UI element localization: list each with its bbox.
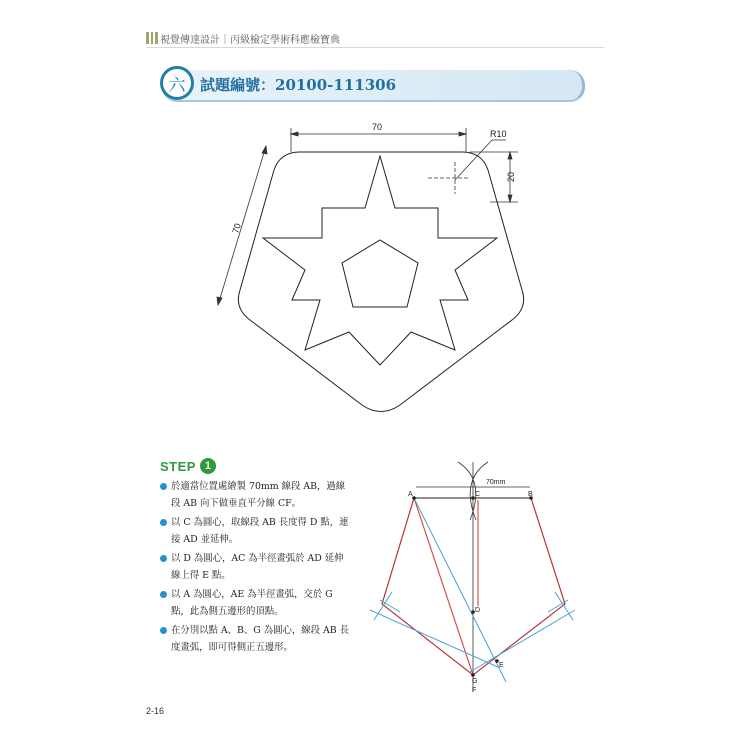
bullet-icon xyxy=(160,591,167,598)
red-line xyxy=(473,604,565,675)
list-item xyxy=(160,514,350,548)
label-g: G xyxy=(472,678,478,685)
label-dim: 70mm xyxy=(486,479,506,486)
bullet-icon xyxy=(160,519,167,526)
arrow xyxy=(508,195,512,202)
list-item xyxy=(160,622,350,656)
dim-right-label: 20 xyxy=(506,171,516,182)
list-item-text: 在分別以點 A、B、G 為圓心，線段 AB 長度畫弧，即可得側正五邊形。 xyxy=(171,625,349,653)
bullet-icon xyxy=(160,483,167,490)
label-a: A xyxy=(408,491,413,498)
label-b: B xyxy=(528,491,533,498)
inner-pentagon xyxy=(342,240,418,307)
red-line xyxy=(382,498,414,604)
step-header xyxy=(160,458,216,474)
list-item xyxy=(160,550,350,584)
arrow xyxy=(217,297,222,305)
page-title: 試題編號：20100-111306 xyxy=(200,76,397,94)
step-instructions xyxy=(160,478,350,658)
step-number-badge: 1 xyxy=(200,458,216,474)
red-line xyxy=(414,498,473,675)
point-g xyxy=(471,673,475,677)
label-d: D xyxy=(475,607,481,614)
red-line xyxy=(531,498,565,604)
outer-rounded-pentagon xyxy=(238,152,523,412)
label-c: C xyxy=(475,491,481,498)
list-item-text: 以 D 為圓心，AC 為半徑畫弧於 AD 延伸線上得 E 點。 xyxy=(171,553,344,581)
list-item-text: 於適當位置處繪製 70mm 線段 AB，過線段 AB 向下做垂直平分線 CF。 xyxy=(171,481,346,509)
header-title: 視覺傳達設計｜丙級檢定學術科應檢寶典 xyxy=(160,35,340,46)
pentagon-side xyxy=(473,498,565,675)
blue-line xyxy=(370,610,500,668)
list-item-text: 以 C 為圓心，取線段 AB 長度得 D 點，連接 AD 並延伸。 xyxy=(171,517,349,545)
arrow xyxy=(508,152,512,159)
red-line xyxy=(382,604,473,675)
blue-line xyxy=(548,600,568,612)
arrow xyxy=(459,132,466,136)
dim-side-label: 70 xyxy=(230,222,243,235)
list-item xyxy=(160,586,350,620)
arrow xyxy=(262,146,267,154)
chapter-badge: 六 xyxy=(160,66,194,100)
label-e: E xyxy=(499,662,504,669)
step-label: STEP xyxy=(160,458,196,474)
page-number: 2-16 xyxy=(146,706,165,716)
bullet-icon xyxy=(160,555,167,562)
list-item xyxy=(160,478,350,512)
dim-radius-label: R10 xyxy=(490,129,507,139)
blue-line xyxy=(414,498,506,682)
point-a xyxy=(412,496,416,500)
radius-leader xyxy=(455,140,492,180)
list-item-text: 以 A 為圓心，AE 為半徑畫弧，交於 G 點，此為側五邊形的頂點。 xyxy=(171,589,333,617)
star-gear-outline xyxy=(263,156,497,365)
arrow xyxy=(291,132,298,136)
dim-top-label: 70 xyxy=(372,122,383,132)
bullet-icon xyxy=(160,627,167,634)
label-f: F xyxy=(472,687,477,694)
